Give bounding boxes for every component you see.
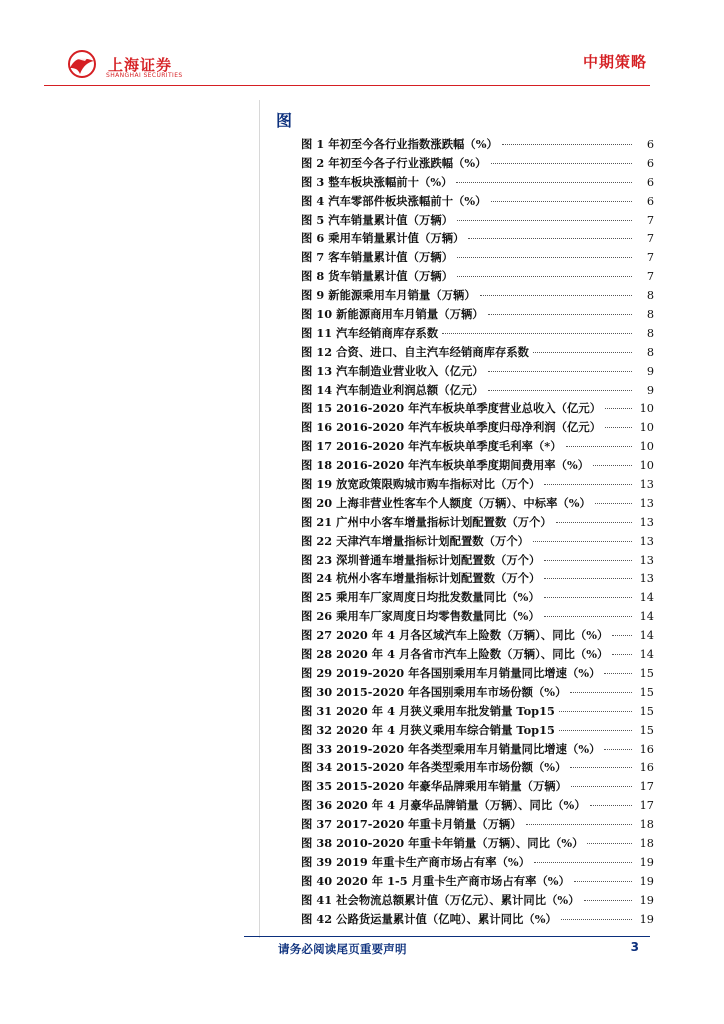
figure-page-number: 7 [646, 213, 654, 227]
figure-index-row[interactable] [301, 588, 654, 607]
figure-page-number: 14 [639, 648, 654, 662]
figure-page-number: 8 [646, 308, 654, 322]
figure-index-title-text: 图 33 2019-2020 年各类型乘用车月销量同比增速（%） [301, 741, 601, 756]
figure-page-number: 14 [639, 629, 654, 643]
figure-index-title-text: 图 41 社会物流总额累计值（万亿元）、累计同比（%） [301, 892, 580, 907]
figure-page-number: 10 [639, 402, 654, 416]
figure-page-number: 17 [639, 780, 654, 794]
figure-index-row[interactable] [301, 853, 654, 872]
header-divider [44, 85, 650, 86]
dotted-leader [491, 200, 632, 202]
dotted-leader [457, 219, 632, 221]
figure-page-number: 19 [639, 874, 654, 888]
dotted-leader [488, 313, 632, 315]
figure-index-title-text: 图 31 2020 年 4 月狭义乘用车批发销量 Top15 [301, 703, 555, 718]
figure-page-number: 8 [646, 345, 654, 359]
figure-index-row[interactable] [301, 135, 654, 154]
figure-index-row[interactable] [301, 305, 654, 324]
figure-index-title-text: 图 4 汽车零部件板块涨幅前十（%） [301, 193, 487, 208]
dotted-leader [534, 861, 632, 863]
figure-page-number: 6 [646, 194, 654, 208]
dotted-leader [488, 370, 632, 372]
figure-index-row[interactable] [301, 910, 654, 929]
figure-index-title-text: 图 14 汽车制造业利润总额（亿元） [301, 382, 484, 397]
dotted-leader [533, 351, 632, 353]
figure-page-number: 10 [639, 421, 654, 435]
dotted-leader [442, 332, 632, 334]
dotted-leader [544, 577, 632, 579]
figure-index-row[interactable] [301, 721, 654, 740]
figure-index-title-text: 图 8 货车销量累计值（万辆） [301, 269, 454, 284]
figure-page-number: 7 [646, 251, 654, 265]
figure-index-title-text: 图 20 上海非营业性客车个人额度（万辆）、中标率（%） [301, 495, 591, 510]
figure-index-title-text: 图 16 2016-2020 年汽车板块单季度归母净利润（亿元） [301, 420, 602, 435]
dotted-leader [612, 634, 632, 636]
figure-page-number: 13 [639, 534, 654, 548]
figure-index-row[interactable] [301, 229, 654, 248]
company-logo [64, 48, 194, 80]
figure-index-row[interactable] [301, 286, 654, 305]
figure-page-number: 13 [639, 572, 654, 586]
figure-page-number: 15 [639, 723, 654, 737]
figure-page-number: 19 [639, 855, 654, 869]
figure-page-number: 18 [639, 818, 654, 832]
dotted-leader [566, 445, 632, 447]
dotted-leader [584, 899, 632, 901]
figure-index-title-text: 图 34 2015-2020 年各类型乘用车市场份额（%） [301, 760, 567, 775]
figure-page-number: 8 [646, 326, 654, 340]
figure-index-title-text: 图 23 深圳普通车增量指标计划配置数（万个） [301, 552, 541, 567]
figure-index-title-text: 图 10 新能源商用车月销量（万辆） [301, 307, 484, 322]
figure-page-number: 6 [646, 175, 654, 189]
figure-index-title: 图 [276, 111, 293, 130]
page-vertical-divider [259, 100, 260, 938]
figure-page-number: 13 [639, 496, 654, 510]
figure-page-number: 6 [646, 138, 654, 151]
figure-index-row[interactable] [301, 796, 654, 815]
dotted-leader [457, 256, 632, 258]
figure-page-number: 15 [639, 704, 654, 718]
figure-page-number: 8 [646, 289, 654, 303]
figure-index-title-text: 图 21 广州中小客车增量指标计划配置数（万个） [301, 514, 552, 529]
figure-page-number: 15 [639, 685, 654, 699]
figure-index-row[interactable] [301, 513, 654, 532]
figure-page-number: 13 [639, 553, 654, 567]
figure-index-title-text: 图 2 年初至今各子行业涨跌幅（%） [301, 155, 487, 170]
figure-page-number: 6 [646, 156, 654, 170]
figure-page-number: 10 [639, 459, 654, 473]
figure-page-number: 14 [639, 591, 654, 605]
dotted-leader [468, 237, 632, 239]
figure-index-title-text: 图 40 2020 年 1-5 月重卡生产商市场占有率（%） [301, 873, 570, 888]
figure-page-number: 7 [646, 232, 654, 246]
figure-index-title-text: 图 3 整车板块涨幅前十（%） [301, 174, 453, 189]
figure-index-row[interactable] [301, 758, 654, 777]
figure-page-number: 18 [639, 836, 654, 850]
figure-page-number: 19 [639, 893, 654, 907]
figure-index-title-text: 图 7 客车销量累计值（万辆） [301, 250, 454, 265]
dotted-leader [544, 483, 632, 485]
page-header [44, 44, 650, 86]
disclaimer-notice: 请务必阅读尾页重要声明 [278, 942, 407, 956]
figure-index-row[interactable] [301, 494, 654, 513]
figure-page-number: 15 [639, 666, 654, 680]
dotted-leader [571, 785, 632, 787]
figure-page-number: 13 [639, 478, 654, 492]
dotted-leader [456, 181, 632, 183]
figure-index-row[interactable] [301, 154, 654, 173]
figure-index-title-text: 图 37 2017-2020 年重卡月销量（万辆） [301, 817, 522, 832]
figure-index-title-text: 图 24 杭州小客车增量指标计划配置数（万个） [301, 571, 541, 586]
figure-page-number: 16 [639, 761, 654, 775]
figure-index-row[interactable] [301, 475, 654, 494]
figure-index-row[interactable] [301, 399, 654, 418]
figure-index-title-text: 图 35 2015-2020 年豪华品牌乘用车销量（万辆） [301, 779, 567, 794]
dotted-leader [561, 918, 632, 920]
figure-index-row[interactable] [301, 891, 654, 910]
dotted-leader [604, 672, 632, 674]
figure-index-title-text: 图 36 2020 年 4 月豪华品牌销量（万辆）、同比（%） [301, 798, 586, 813]
figure-index-title-text: 图 18 2016-2020 年汽车板块单季度期间费用率（%） [301, 458, 590, 473]
figure-page-number: 16 [639, 742, 654, 756]
figure-index-title-text: 图 26 乘用车厂家周度日均零售数量同比（%） [301, 609, 540, 624]
figure-index-row[interactable] [301, 664, 654, 683]
figure-page-number: 13 [639, 515, 654, 529]
dotted-leader [559, 710, 632, 712]
figure-index-title-text: 图 28 2020 年 4 月各省市汽车上险数（万辆）、同比（%） [301, 647, 609, 662]
dotted-leader [533, 540, 632, 542]
figure-index-title-text: 图 1 年初至今各行业指数涨跌幅（%） [301, 137, 498, 151]
figure-index-row[interactable] [301, 740, 654, 759]
figure-index-row[interactable] [301, 192, 654, 211]
figure-index-title-text: 图 5 汽车销量累计值（万辆） [301, 212, 454, 227]
dotted-leader [457, 275, 632, 277]
dotted-leader [593, 464, 632, 466]
dotted-leader [526, 823, 632, 825]
figure-page-number: 19 [639, 912, 654, 926]
report-type-label: 中期策略 [582, 53, 647, 71]
dotted-leader [604, 748, 632, 750]
dotted-leader [570, 766, 632, 768]
figure-index-row[interactable] [301, 626, 654, 645]
figure-index-row[interactable] [301, 437, 654, 456]
figure-index-row[interactable] [301, 381, 654, 400]
logo-text: 上海证券 [108, 56, 173, 74]
dotted-leader [595, 502, 632, 504]
figure-index-title-text: 图 25 乘用车厂家周度日均批发数量同比（%） [301, 590, 540, 605]
figure-index-title-text: 图 22 天津汽车增量指标计划配置数（万个） [301, 533, 530, 548]
figure-index-row[interactable] [301, 645, 654, 664]
dotted-leader [502, 143, 632, 145]
figure-index-row[interactable] [301, 532, 654, 551]
dotted-leader [491, 162, 632, 164]
dotted-leader [605, 407, 632, 409]
shanghai-securities-logo-icon [64, 48, 102, 80]
dotted-leader [574, 880, 632, 882]
figure-index-row[interactable] [301, 834, 654, 853]
dotted-leader [605, 426, 632, 428]
figure-index-title-text: 图 42 公路货运量累计值（亿吨）、累计同比（%） [301, 911, 557, 926]
figure-index-row[interactable] [301, 343, 654, 362]
figure-index-row[interactable] [301, 607, 654, 626]
dotted-leader [587, 842, 632, 844]
figure-page-number: 10 [639, 440, 654, 454]
figure-index-list [301, 135, 654, 928]
dotted-leader [612, 653, 632, 655]
figure-index-row[interactable] [301, 324, 654, 343]
dotted-leader [590, 804, 632, 806]
figure-index-title-text: 图 15 2016-2020 年汽车板块单季度营业总收入（亿元） [301, 401, 602, 416]
figure-page-number: 7 [646, 270, 654, 284]
figure-index-row[interactable] [301, 248, 654, 267]
figure-index-title-text: 图 19 放宽政策限购城市购车指标对比（万个） [301, 477, 541, 492]
figure-index-title-text: 图 29 2019-2020 年各国别乘用车月销量同比增速（%） [301, 665, 601, 680]
figure-page-number: 9 [646, 383, 654, 397]
figure-index-title-text: 图 32 2020 年 4 月狭义乘用车综合销量 Top15 [301, 722, 555, 737]
figure-index-title-text: 图 27 2020 年 4 月各区域汽车上险数（万辆）、同比（%） [301, 628, 609, 643]
figure-index-row[interactable] [301, 173, 654, 192]
dotted-leader [544, 615, 632, 617]
logo-subtitle: SHANGHAI SECURITIES [106, 72, 183, 79]
figure-index-row[interactable] [301, 418, 654, 437]
figure-index-row[interactable] [301, 815, 654, 834]
dotted-leader [544, 596, 632, 598]
figure-index-row[interactable] [301, 777, 654, 796]
figure-index-row[interactable] [301, 551, 654, 570]
figure-index-title-text: 图 38 2010-2020 年重卡年销量（万辆）、同比（%） [301, 835, 584, 850]
figure-index-row[interactable] [301, 362, 654, 381]
dotted-leader [556, 521, 632, 523]
page-number: 3 [630, 940, 639, 954]
figure-index-title-text: 图 13 汽车制造业营业收入（亿元） [301, 363, 484, 378]
figure-index-row[interactable] [301, 872, 654, 891]
figure-index-title-text: 图 9 新能源乘用车月销量（万辆） [301, 288, 476, 303]
dotted-leader [559, 729, 632, 731]
figure-index-row[interactable] [301, 702, 654, 721]
figure-index-row[interactable] [301, 456, 654, 475]
dotted-leader [480, 294, 632, 296]
dotted-leader [544, 559, 632, 561]
figure-index-title-text: 图 6 乘用车销量累计值（万辆） [301, 231, 465, 246]
figure-index-row[interactable] [301, 569, 654, 588]
figure-page-number: 17 [639, 799, 654, 813]
footer-divider [244, 936, 650, 937]
figure-index-title-text: 图 30 2015-2020 年各国别乘用车市场份额（%） [301, 684, 567, 699]
figure-index-row[interactable] [301, 683, 654, 702]
figure-index-row[interactable] [301, 267, 654, 286]
figure-index-title-text: 图 11 汽车经销商库存系数 [301, 325, 439, 340]
figure-index-title-text: 图 39 2019 年重卡生产商市场占有率（%） [301, 854, 531, 869]
figure-index-title-text: 图 12 合资、进口、自主汽车经销商库存系数 [301, 344, 530, 359]
figure-index-row[interactable] [301, 211, 654, 230]
dotted-leader [488, 389, 632, 391]
figure-page-number: 9 [646, 364, 654, 378]
dotted-leader [570, 691, 632, 693]
figure-index-title-text: 图 17 2016-2020 年汽车板块单季度毛利率（*） [301, 439, 562, 454]
figure-page-number: 14 [639, 610, 654, 624]
